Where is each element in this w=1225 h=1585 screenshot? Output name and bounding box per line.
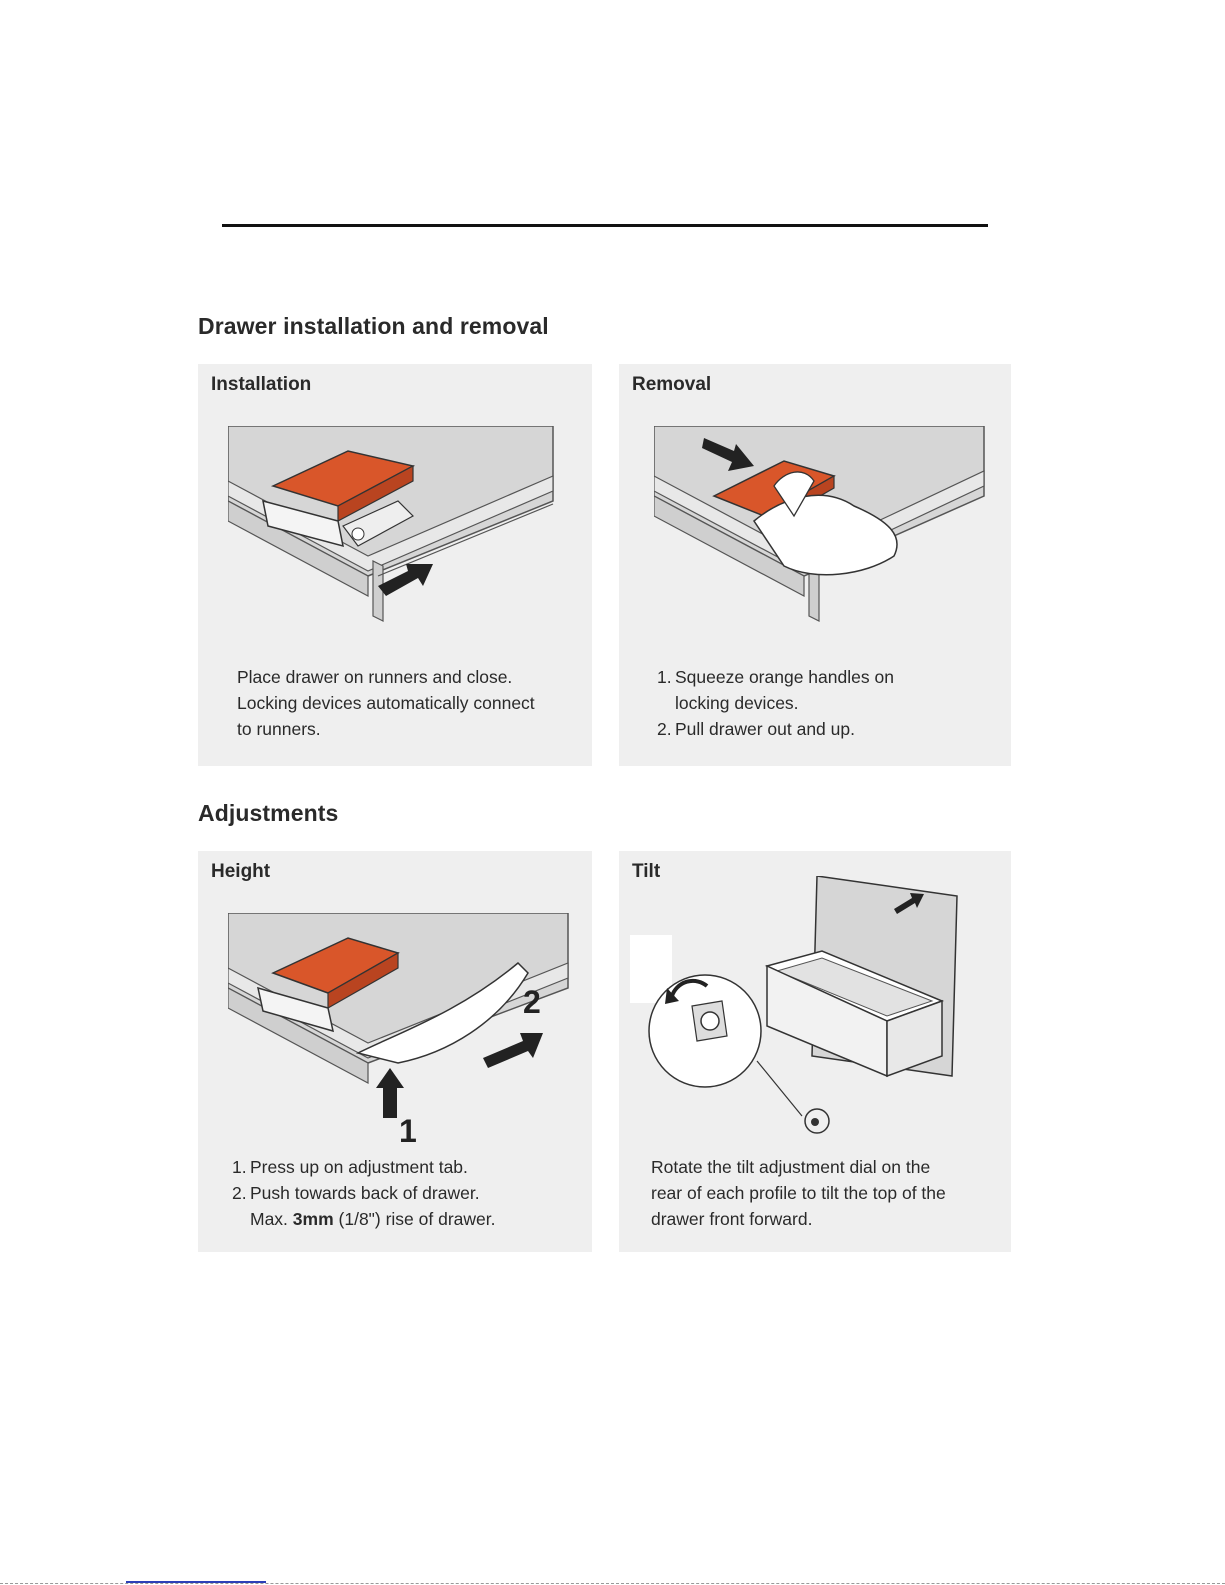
height-steps — [232, 1154, 495, 1232]
tilt-text: Rotate the tilt adjustment dial on the rear of each profile to tilt the top of the drawer front forward. — [651, 1157, 946, 1229]
removal-title: Removal — [632, 374, 712, 395]
removal-steps — [657, 664, 894, 742]
removal-illustration — [654, 426, 989, 626]
tilt-illustration — [647, 876, 977, 1146]
removal-step-1: 1. Squeeze orange handles on locking devices. — [657, 667, 894, 713]
height-arrow-label-2: 2 — [523, 984, 541, 1020]
height-step-1: 1. Press up on adjustment tab. — [232, 1157, 468, 1177]
installation-title: Installation — [211, 374, 312, 395]
section-heading-adjustments: Adjustments — [198, 800, 339, 826]
tilt-title: Tilt — [632, 861, 661, 882]
header-rule — [222, 224, 988, 227]
height-arrow-label-1: 1 — [399, 1113, 417, 1149]
installation-illustration — [228, 426, 558, 626]
section-heading-installation-removal: Drawer installation and removal — [198, 313, 549, 339]
installation-panel — [198, 364, 592, 766]
removal-panel — [619, 364, 1011, 766]
page-bottom-link-mark — [126, 1581, 266, 1583]
installation-text: Place drawer on runners and close. Locking devices automatically connect to runners. — [237, 667, 535, 739]
height-note: Max. 3mm (1/8") rise of drawer. — [250, 1209, 496, 1229]
height-title: Height — [211, 861, 271, 882]
height-step-2: 2. Push towards back of drawer. Max. 3mm (1/8") rise of drawer. — [232, 1180, 495, 1232]
height-illustration — [228, 913, 573, 1123]
height-panel — [198, 851, 592, 1252]
tilt-panel — [619, 851, 1011, 1252]
removal-step-2: 2. Pull drawer out and up. — [657, 719, 855, 739]
